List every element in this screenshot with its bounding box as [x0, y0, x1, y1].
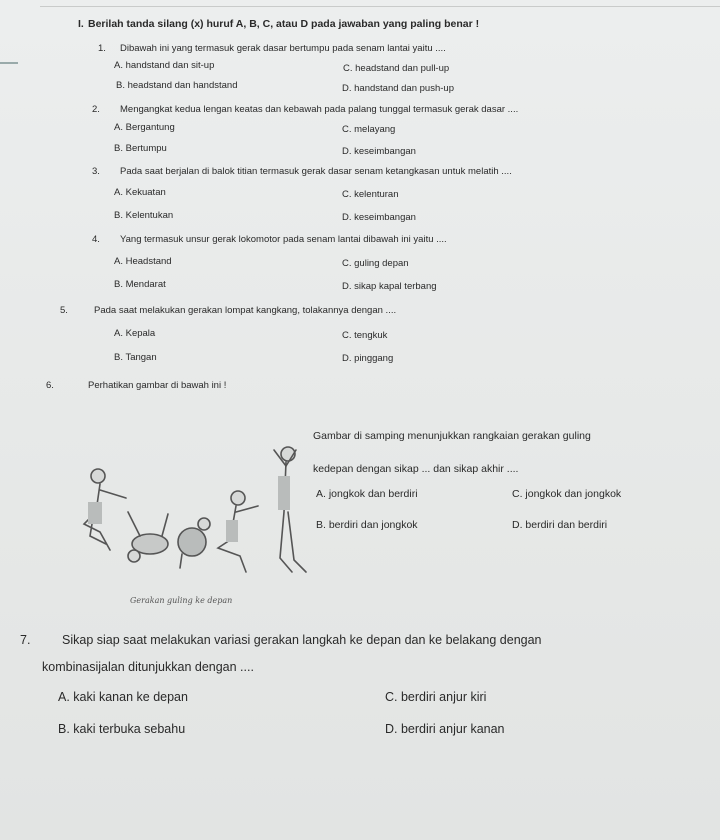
- q3-option-a[interactable]: A. Kekuatan: [114, 187, 166, 198]
- margin-mark: [0, 62, 18, 64]
- q5-option-d[interactable]: D. pinggang: [342, 353, 394, 364]
- q7-option-d[interactable]: D. berdiri anjur kanan: [385, 722, 505, 736]
- q7-option-c[interactable]: C. berdiri anjur kiri: [385, 690, 487, 704]
- q4-option-a[interactable]: A. Headstand: [114, 256, 172, 267]
- q1-option-d[interactable]: D. handstand dan push-up: [342, 83, 454, 94]
- q2-option-d[interactable]: D. keseimbangan: [342, 146, 416, 157]
- q2-option-b[interactable]: B. Bertumpu: [114, 143, 167, 154]
- forward-roll-sequence-illustration: [70, 432, 310, 602]
- q2-option-a[interactable]: A. Bergantung: [114, 122, 175, 133]
- q1-option-a[interactable]: A. handstand dan sit-up: [114, 60, 215, 71]
- section-number: I.: [78, 18, 84, 30]
- top-rule: [40, 6, 720, 7]
- section-instruction: Berilah tanda silang (x) huruf A, B, C, atau D pada jawaban yang paling benar !: [88, 18, 480, 30]
- q1-option-c[interactable]: C. headstand dan pull-up: [343, 63, 450, 74]
- question-7-continued: kombinasijalan ditunjukkan dengan ....: [42, 660, 254, 674]
- worksheet-page: I. Berilah tanda silang (x) huruf A, B, C, atau D pada jawaban yang paling benar ! 1. Dibawah ini yang termasuk gerak dasar bertumpu pada senam lantai yaitu .... A. handstand dan sit-up C. headstand dan pull-up B. headstand dan handstand D. handstand dan push-up 2. Mengangkat kedua lengan keatas dan kebawah pada palang tunggal termasuk gerak dasar .... A. Bergantung C. melayang B. Bertumpu D. keseimbangan 3. Pada saat berjalan di balok titian termasuk gerak dasar senam ketangkasan untuk melatih .... A. Kekuatan C. kelenturan B. Kelentukan D. keseimbangan 4. Yang termasuk unsur gerak lokomotor pada senam lantai dibawah ini yaitu .... A. Headstand C. guling depan B. Mendarat D. sikap kapal terbang 5. Pada saat melakukan gerakan lompat kangkang, tolakannya dengan .... A. Kepala C. tengkuk B. Tangan D. pinggang 6. Perhatikan gambar di bawah ini ! Gerakan guling ke depan Gambar di samping menunjukkan rangkaian gerakan guling kedepan dengan sikap ... dan sikap akhir .... A. jongkok dan berdiri C. jongkok dan jongkok B. berdiri dan jongkok D. berdiri dan berdiri 7. Sikap siap saat melakukan variasi gerakan langkah ke depan dan ke belakang dengan kombinasijalan ditunjukkan dengan .... A. kaki kanan ke depan C. berdiri anjur kiri B. kaki terbuka sebahu D. berdiri anjur kanan: [0, 0, 720, 840]
- q1-option-b[interactable]: B. headstand dan handstand: [116, 80, 238, 91]
- q7-option-a[interactable]: A. kaki kanan ke depan: [58, 690, 188, 704]
- q3-option-c[interactable]: C. kelenturan: [342, 189, 399, 200]
- q3-option-b[interactable]: B. Kelentukan: [114, 210, 174, 221]
- q5-option-a[interactable]: A. Kepala: [114, 328, 156, 339]
- section-heading: [78, 18, 480, 30]
- q6-option-b[interactable]: B. berdiri dan jongkok: [316, 519, 418, 531]
- q6-statement-line-2: kedepan dengan sikap ... dan sikap akhir ....: [313, 463, 519, 475]
- q4-option-d[interactable]: D. sikap kapal terbang: [342, 281, 437, 292]
- q3-option-d[interactable]: D. keseimbangan: [342, 212, 416, 223]
- figure-caption: Gerakan guling ke depan: [130, 596, 233, 605]
- forward-roll-figure: [70, 432, 310, 622]
- q6-option-c[interactable]: C. jongkok dan jongkok: [512, 488, 622, 500]
- q6-option-a[interactable]: A. jongkok dan berdiri: [316, 488, 418, 500]
- q5-option-b[interactable]: B. Tangan: [114, 352, 157, 363]
- q6-option-d[interactable]: D. berdiri dan berdiri: [512, 519, 608, 531]
- q4-option-c[interactable]: C. guling depan: [342, 258, 409, 269]
- q7-option-b[interactable]: B. kaki terbuka sebahu: [58, 722, 186, 736]
- q5-option-c[interactable]: C. tengkuk: [342, 330, 388, 341]
- q4-option-b[interactable]: B. Mendarat: [114, 279, 166, 290]
- q6-statement-line-1: Gambar di samping menunjukkan rangkaian gerakan guling: [313, 430, 591, 442]
- q2-option-c[interactable]: C. melayang: [342, 124, 396, 135]
